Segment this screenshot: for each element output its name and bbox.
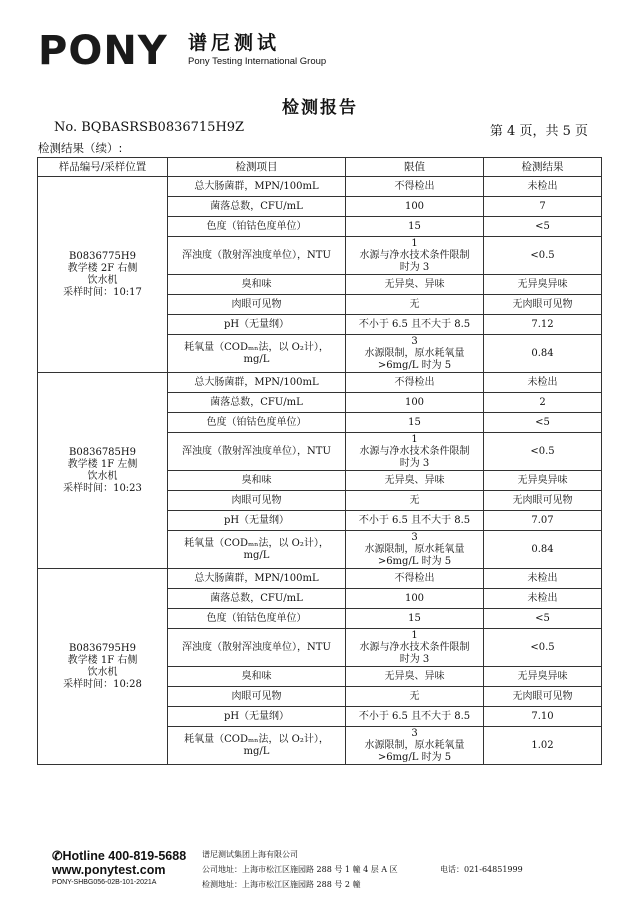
header-result: 检测结果 <box>484 158 602 177</box>
limit-cell <box>346 275 484 295</box>
result-line: 无异臭异味 <box>517 474 568 486</box>
sample-device: 饮水机 <box>87 470 118 482</box>
result-cell <box>484 393 602 413</box>
result-cell <box>484 569 602 589</box>
limit-cell <box>346 727 484 765</box>
result-cell <box>484 727 602 765</box>
result-cell <box>484 237 602 275</box>
footer-website: www.ponytest.com <box>52 863 166 877</box>
result-cell <box>484 433 602 471</box>
limit-line: 100 <box>404 200 425 212</box>
result-cell <box>484 373 602 393</box>
limit-cell <box>346 373 484 393</box>
limit-line: 3 <box>411 335 418 347</box>
item-line: 肉眼可见物 <box>231 298 282 310</box>
limit-line: 时为 3 <box>399 261 430 273</box>
page-title: 检测报告 <box>282 98 358 118</box>
item-line: mg/L <box>243 549 270 561</box>
item-line: 耗氧量（CODₘₙ法，以 O₂计）， <box>184 733 329 745</box>
results-body <box>38 177 602 765</box>
result-line: 0.84 <box>531 347 554 359</box>
item-cell <box>168 491 346 511</box>
limit-line: 15 <box>408 220 421 232</box>
item-line: 菌落总数，CFU/mL <box>210 592 303 604</box>
footer-company: 谱尼测试集团上海有限公司 <box>202 850 298 859</box>
limit-cell <box>346 531 484 569</box>
item-cell <box>168 373 346 393</box>
logo-wordmark: PONY <box>38 28 168 74</box>
item-cell <box>168 609 346 629</box>
limit-line: 不得检出 <box>394 180 435 192</box>
limit-cell <box>346 569 484 589</box>
limit-line: 无 <box>409 494 420 506</box>
item-cell <box>168 667 346 687</box>
limit-cell <box>346 511 484 531</box>
result-line: 7.07 <box>531 514 554 526</box>
limit-line: 1 <box>411 433 418 445</box>
item-line: 色度（铂钴色度单位） <box>206 612 307 624</box>
item-line: 肉眼可见物 <box>231 690 282 702</box>
sample-location: 教学楼 2F 右侧 <box>67 262 138 274</box>
item-line: 总大肠菌群，MPN/100mL <box>194 572 319 584</box>
result-cell <box>484 531 602 569</box>
result-line: 7.10 <box>531 710 554 722</box>
limit-line: 不小于 6.5 且不大于 8.5 <box>358 514 471 526</box>
limit-cell <box>346 197 484 217</box>
table-row <box>38 373 602 393</box>
limit-line: 不小于 6.5 且不大于 8.5 <box>358 318 471 330</box>
item-line: 耗氧量（CODₘₙ法，以 O₂计）， <box>184 537 329 549</box>
report-number: No. BQBASRSB0836715H9Z <box>54 120 245 135</box>
item-line: pH（无量纲） <box>223 318 290 330</box>
result-cell <box>484 335 602 373</box>
result-cell <box>484 315 602 335</box>
result-line: 无肉眼可见物 <box>512 494 573 506</box>
limit-line: >6mg/L 时为 5 <box>377 555 452 567</box>
result-line: 7.12 <box>531 318 554 330</box>
limit-line: 15 <box>408 416 421 428</box>
sample-sample-id: B0836785H9 <box>69 446 136 458</box>
sample-cell <box>38 373 168 569</box>
item-line: 总大肠菌群，MPN/100mL <box>194 376 319 388</box>
limit-cell <box>346 667 484 687</box>
result-cell <box>484 413 602 433</box>
limit-line: 15 <box>408 612 421 624</box>
limit-line: 水源与净水技术条件限制 <box>359 445 470 457</box>
footer-hotline: ✆Hotline 400-819-5688 <box>52 849 187 863</box>
table-header-row <box>38 158 602 177</box>
item-cell <box>168 569 346 589</box>
limit-line: 1 <box>411 629 418 641</box>
company-name-en: Pony Testing International Group <box>188 56 327 67</box>
limit-line: 水源限制，原水耗氧量 <box>364 739 465 751</box>
item-cell <box>168 629 346 667</box>
footer-company-address: 公司地址：上海市松江区施园路 288 号 1 幢 4 层 A 区 <box>202 865 398 874</box>
sample-location: 教学楼 1F 左侧 <box>67 458 138 470</box>
limit-line: 无异臭、异味 <box>384 670 445 682</box>
sample-location: 教学楼 1F 右侧 <box>67 654 138 666</box>
result-line: <0.5 <box>530 249 555 261</box>
limit-cell <box>346 177 484 197</box>
sample-cell <box>38 177 168 373</box>
limit-cell <box>346 393 484 413</box>
item-line: 耗氧量（CODₘₙ法，以 O₂计）， <box>184 341 329 353</box>
limit-cell <box>346 237 484 275</box>
limit-line: 不小于 6.5 且不大于 8.5 <box>358 710 471 722</box>
result-cell <box>484 295 602 315</box>
result-line: <0.5 <box>530 641 555 653</box>
limit-cell <box>346 217 484 237</box>
result-cell <box>484 629 602 667</box>
footer-test-address: 检测地址：上海市松江区施园路 288 号 2 幢 <box>202 880 361 889</box>
limit-cell <box>346 629 484 667</box>
sample-sampling-time: 采样时间：10:17 <box>63 286 142 298</box>
item-line: 浑浊度（散射浑浊度单位），NTU <box>182 641 331 653</box>
item-cell <box>168 433 346 471</box>
item-cell <box>168 727 346 765</box>
item-cell <box>168 511 346 531</box>
limit-line: 3 <box>411 727 418 739</box>
result-line: 1.02 <box>531 739 554 751</box>
result-line: 无肉眼可见物 <box>512 690 573 702</box>
result-line: 无肉眼可见物 <box>512 298 573 310</box>
limit-line: 无 <box>409 298 420 310</box>
item-line: 浑浊度（散射浑浊度单位），NTU <box>182 445 331 457</box>
limit-line: 1 <box>411 237 418 249</box>
sample-sampling-time: 采样时间：10:23 <box>63 482 142 494</box>
item-cell <box>168 413 346 433</box>
sample-sampling-time: 采样时间：10:28 <box>63 678 142 690</box>
limit-line: 100 <box>404 592 425 604</box>
limit-line: 3 <box>411 531 418 543</box>
result-line: 无异臭异味 <box>517 278 568 290</box>
sample-device: 饮水机 <box>87 274 118 286</box>
limit-cell <box>346 413 484 433</box>
result-line: 未检出 <box>527 376 558 388</box>
limit-line: 无异臭、异味 <box>384 474 445 486</box>
item-line: 肉眼可见物 <box>231 494 282 506</box>
result-line: <5 <box>535 416 550 428</box>
result-line: 0.84 <box>531 543 554 555</box>
result-cell <box>484 667 602 687</box>
result-cell <box>484 491 602 511</box>
result-cell <box>484 275 602 295</box>
limit-cell <box>346 471 484 491</box>
item-line: pH（无量纲） <box>223 514 290 526</box>
item-cell <box>168 295 346 315</box>
limit-cell <box>346 491 484 511</box>
limit-cell <box>346 433 484 471</box>
item-cell <box>168 471 346 491</box>
item-line: 色度（铂钴色度单位） <box>206 220 307 232</box>
limit-line: 时为 3 <box>399 653 430 665</box>
item-cell <box>168 315 346 335</box>
result-cell <box>484 471 602 491</box>
limit-line: 时为 3 <box>399 457 430 469</box>
limit-line: 水源限制，原水耗氧量 <box>364 347 465 359</box>
result-cell <box>484 177 602 197</box>
item-line: 菌落总数，CFU/mL <box>210 396 303 408</box>
item-line: 浑浊度（散射浑浊度单位），NTU <box>182 249 331 261</box>
item-cell <box>168 335 346 373</box>
result-line: 无异臭异味 <box>517 670 568 682</box>
item-line: 臭和味 <box>241 278 272 290</box>
limit-cell <box>346 707 484 727</box>
company-name-cn: 谱尼测试 <box>188 32 281 54</box>
limit-line: 水源与净水技术条件限制 <box>359 249 470 261</box>
result-cell <box>484 609 602 629</box>
item-line: pH（无量纲） <box>223 710 290 722</box>
item-line: mg/L <box>243 353 270 365</box>
header-limit: 限值 <box>346 158 484 177</box>
item-cell <box>168 197 346 217</box>
footer-doc-code: PONY-SHBG056-02B-101-2021A <box>52 879 157 886</box>
sample-device: 饮水机 <box>87 666 118 678</box>
item-line: 臭和味 <box>241 474 272 486</box>
result-line: 未检出 <box>527 592 558 604</box>
limit-cell <box>346 609 484 629</box>
item-line: mg/L <box>243 745 270 757</box>
item-cell <box>168 589 346 609</box>
sample-sample-id: B0836775H9 <box>69 250 136 262</box>
item-line: 色度（铂钴色度单位） <box>206 416 307 428</box>
limit-line: 不得检出 <box>394 572 435 584</box>
header-sample: 样品编号/采样位置 <box>38 158 168 177</box>
item-line: 菌落总数，CFU/mL <box>210 200 303 212</box>
result-cell <box>484 687 602 707</box>
footer-phone: 电话：021-64851999 <box>440 865 523 874</box>
result-line: <5 <box>535 612 550 624</box>
result-line: <0.5 <box>530 445 555 457</box>
page-indicator: 第 4 页，共 5 页 <box>489 124 588 139</box>
limit-cell <box>346 315 484 335</box>
result-cell <box>484 511 602 531</box>
item-cell <box>168 275 346 295</box>
limit-line: 100 <box>404 396 425 408</box>
limit-cell <box>346 335 484 373</box>
limit-cell <box>346 687 484 707</box>
item-cell <box>168 687 346 707</box>
item-cell <box>168 707 346 727</box>
table-row <box>38 177 602 197</box>
result-line: 未检出 <box>527 572 558 584</box>
result-cell <box>484 217 602 237</box>
results-table <box>37 157 602 765</box>
limit-line: 水源限制，原水耗氧量 <box>364 543 465 555</box>
result-line: 7 <box>539 200 546 212</box>
limit-line: 水源与净水技术条件限制 <box>359 641 470 653</box>
limit-line: >6mg/L 时为 5 <box>377 359 452 371</box>
item-cell <box>168 217 346 237</box>
result-line: 未检出 <box>527 180 558 192</box>
result-line: 2 <box>539 396 546 408</box>
results-label: 检测结果（续）: <box>38 141 123 155</box>
limit-cell <box>346 589 484 609</box>
limit-line: 无异臭、异味 <box>384 278 445 290</box>
item-line: 总大肠菌群，MPN/100mL <box>194 180 319 192</box>
limit-line: >6mg/L 时为 5 <box>377 751 452 763</box>
item-line: 臭和味 <box>241 670 272 682</box>
item-cell <box>168 177 346 197</box>
header <box>38 28 598 74</box>
limit-cell <box>346 295 484 315</box>
result-cell <box>484 589 602 609</box>
item-cell <box>168 531 346 569</box>
limit-line: 无 <box>409 690 420 702</box>
sample-sample-id: B0836795H9 <box>69 642 136 654</box>
sample-cell <box>38 569 168 765</box>
table-row <box>38 569 602 589</box>
result-line: <5 <box>535 220 550 232</box>
result-cell <box>484 707 602 727</box>
limit-line: 不得检出 <box>394 376 435 388</box>
item-cell <box>168 237 346 275</box>
item-cell <box>168 393 346 413</box>
header-item: 检测项目 <box>168 158 346 177</box>
result-cell <box>484 197 602 217</box>
